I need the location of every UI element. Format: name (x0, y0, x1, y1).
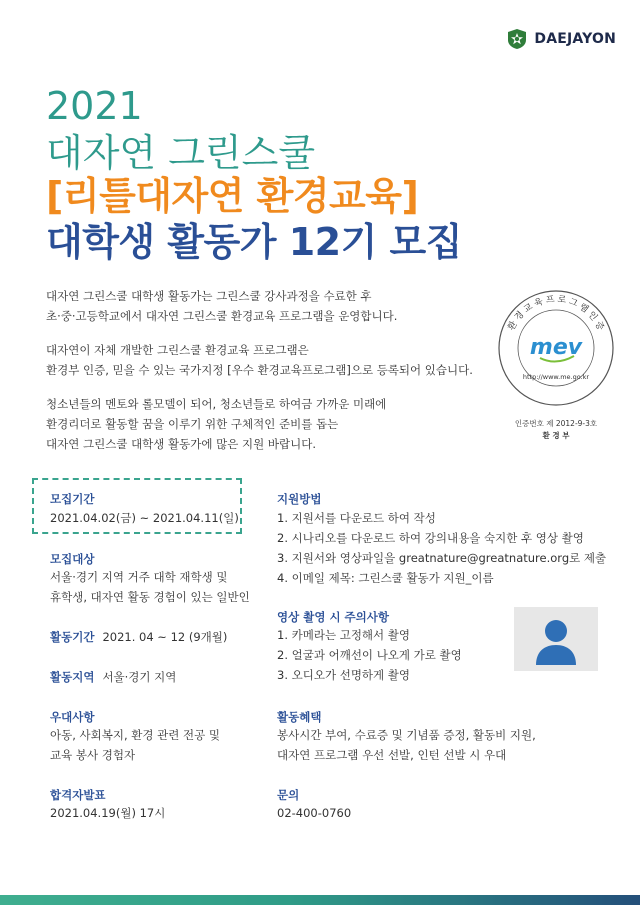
title-program: 대자연 그린스쿨 (46, 131, 316, 175)
intro-p1-line1: 대자연 그린스쿨 대학생 활동가는 그린스쿨 강사과정을 수료한 후 (46, 289, 372, 303)
title-subprogram: [리틀대자연 환경교육] (46, 174, 419, 218)
region-row (50, 667, 176, 687)
video-notes-list (277, 625, 497, 685)
person-silhouette-icon (514, 607, 598, 671)
seal-caption (496, 418, 616, 442)
target-line-2: 휴학생, 대자연 활동 경험이 있는 일반인 (50, 590, 250, 604)
region-label: 활동지역 (50, 670, 95, 684)
intro-paragraph-2 (46, 340, 486, 380)
daejayon-logo-icon (506, 28, 528, 50)
certification-seal-icon (496, 288, 616, 408)
target-value (50, 567, 250, 607)
intro-p1-line2: 초·중·고등학교에서 대자연 그린스쿨 환경교육 프로그램을 운영합니다. (46, 309, 398, 323)
apply-item: 2. 시나리오를 다운로드 하여 강의내용을 숙지한 후 영상 촬영 (277, 531, 584, 545)
intro-p2-line2: 환경부 인증, 믿을 수 있는 국가지정 [우수 환경교육프로그램]으로 등록되어 있습니다. (46, 363, 473, 377)
title-recruit: 대학생 활동가 12기 모집 (46, 220, 462, 264)
intro-paragraph-1 (46, 286, 486, 326)
video-note-item: 1. 카메라는 고정해서 촬영 (277, 628, 411, 642)
svg-text:환경교육프로그램인증 (505, 294, 607, 335)
activity-period-row (50, 627, 227, 647)
announce-label: 합격자발표 (50, 788, 106, 802)
benefits-value (277, 725, 617, 765)
preferred-line-1: 아동, 사회복지, 환경 관련 전공 및 (50, 728, 221, 742)
apply-list (277, 508, 617, 588)
video-notes-label: 영상 촬영 시 주의사항 (277, 610, 389, 624)
intro-paragraph-3 (46, 394, 486, 454)
announce-value: 2021.04.19(월) 17시 (50, 806, 166, 820)
intro-p3-line2: 환경리더로 활동할 꿈을 이루기 위한 구체적인 준비를 돕는 (46, 417, 339, 431)
apply-label: 지원방법 (277, 492, 322, 506)
target-label: 모집대상 (50, 552, 95, 566)
apply-item: 4. 이메일 제목: 그린스쿨 활동가 지원_이름 (277, 571, 494, 585)
seal-ring-text: 환경교육프로그램인증 (506, 294, 607, 335)
title-year: 2021 (46, 84, 143, 128)
benefits-line-2: 대자연 프로그램 우선 선발, 인턴 선발 시 우대 (277, 748, 507, 762)
contact-value: 02-400-0760 (277, 806, 352, 820)
intro-p3-line3: 대자연 그린스쿨 대학생 활동가에 많은 지원 바랍니다. (46, 437, 316, 451)
preferred-label: 우대사항 (50, 710, 95, 724)
benefits-label: 활동혜택 (277, 710, 322, 724)
apply-item: 1. 지원서를 다운로드 하여 작성 (277, 511, 436, 525)
preferred-value (50, 725, 220, 765)
region-value: 서울·경기 지역 (102, 670, 177, 684)
contact-label: 문의 (277, 788, 300, 802)
avatar-placeholder (514, 607, 598, 671)
intro-p3-line1: 청소년들의 멘토와 롤모델이 되어, 청소년들로 하여금 가까운 미래에 (46, 397, 387, 411)
seal-logo-text: mev (529, 335, 583, 360)
brand-logo (506, 28, 616, 50)
intro-text (46, 286, 486, 468)
activity-period-label: 활동기간 (50, 630, 95, 644)
period-label: 모집기간 (50, 492, 95, 506)
bottom-accent-bar (0, 895, 640, 905)
benefits-line-1: 봉사시간 부여, 수료증 및 기념품 증정, 활동비 지원, (277, 728, 536, 742)
video-note-item: 2. 얼굴과 어깨선이 나오게 가로 촬영 (277, 648, 462, 662)
intro-p2-line1: 대자연이 자체 개발한 그린스쿨 환경교육 프로그램은 (46, 343, 309, 357)
preferred-line-2: 교육 봉사 경험자 (50, 748, 136, 762)
period-value: 2021.04.02(금) ~ 2021.04.11(일) (50, 511, 239, 525)
seal-cert-number: 인증번호 제 2012-9-3호 (514, 419, 598, 428)
seal-ministry: 환 경 부 (542, 431, 570, 440)
logo-text: DAEJAYON (534, 31, 616, 47)
video-note-item: 3. 오디오가 선명하게 촬영 (277, 668, 411, 682)
target-line-1: 서울·경기 지역 거주 대학 재학생 및 (50, 570, 228, 584)
apply-item: 3. 지원서와 영상파일을 greatnature@greatnature.org로 제출 (277, 551, 607, 565)
activity-period-value: 2021. 04 ~ 12 (9개월) (102, 630, 228, 644)
seal-url: http://www.me.go.kr (522, 373, 590, 381)
